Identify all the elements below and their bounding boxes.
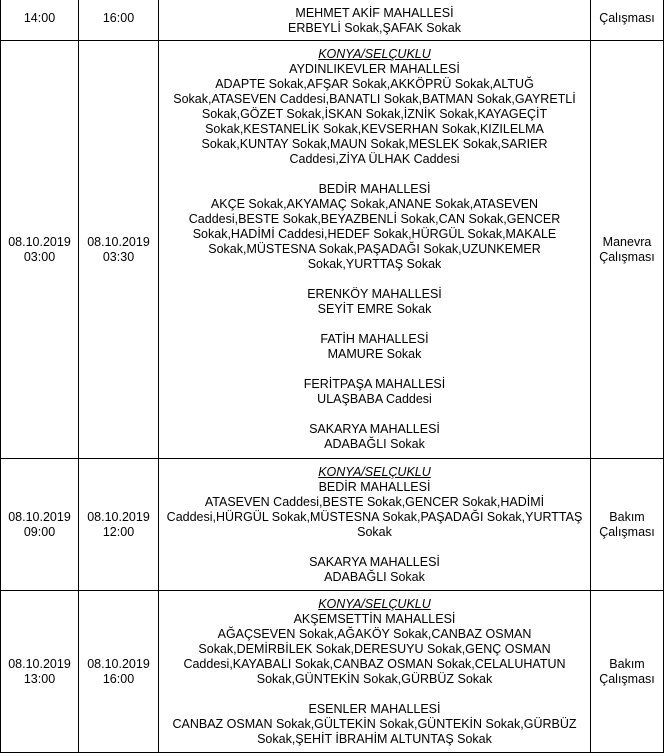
reason-cell [591,591,664,753]
affected-areas-cell [159,0,591,41]
table-row [1,0,664,41]
end-date: 08.10.2019 [87,234,150,249]
street-line: Sokak,KUNTAY Sokak,MAUN Sokak,MESLEK Sokak,SARIER [201,137,548,151]
start-time: 13:00 [23,671,56,686]
region-label: KONYA/SELÇUKLU [318,47,431,61]
street-line: Sokak,MÜSTESNA Sokak,PAŞADAĞI Sokak,UZUNKEMER [208,242,541,256]
start-time: 03:00 [23,249,56,264]
street-line: Sokak [357,524,392,539]
neighborhood-name: ERENKÖY MAHALLESİ [307,287,442,301]
start-datetime-cell [1,0,79,41]
start-datetime-cell [1,591,79,753]
neighborhood-name: MEHMET AKİF MAHALLESİ [295,6,454,20]
street-line: ERBEYLİ Sokak,ŞAFAK Sokak [288,21,461,35]
table-row [1,459,664,591]
reason-text: Bakım Çalışması [599,509,655,539]
neighborhood-name: BEDİR MAHALLESİ [318,479,431,494]
end-datetime-cell [79,591,159,753]
neighborhood-name: FATİH MAHALLESİ [320,332,429,346]
affected-areas-cell [159,459,591,591]
start-date: 08.10.2019 [8,234,71,249]
neighborhood-name: SAKARYA MAHALLESİ [309,554,440,569]
region-label: KONYA/SELÇUKLU [318,464,431,479]
end-time: 16:00 [102,671,135,686]
start-date: 08.10.2019 [8,509,71,524]
end-datetime-cell [79,41,159,459]
reason-cell [591,459,664,591]
start-datetime-cell [1,459,79,591]
end-date: 08.10.2019 [87,656,150,671]
reason-cell [591,41,664,459]
street-line: Sokak,GÜNTEKİN Sokak,GÜRBÜZ Sokak [256,671,493,686]
affected-areas-cell [159,41,591,459]
reason-text: Bakım Çalışması [599,656,655,686]
street-line: ADABAĞLI Sokak [324,437,425,451]
street-line: Sokak,HADİMİ Caddesi,HEDEF Sokak,HÜRGÜL Sokak,MAKALE [192,227,557,241]
street-line: CANBAZ OSMAN Sokak,GÜLTEKİN Sokak,GÜNTEKİN Sokak,GÜRBÜZ [172,716,577,731]
neighborhood-name: SAKARYA MAHALLESİ [309,422,440,436]
street-line: Caddesi,HÜRGÜL Sokak,MÜSTESNA Sokak,PAŞADAĞI Sokak,YURTTAŞ [166,509,583,524]
street-line: Sokak,DEMİRBİLEK Sokak,DERESUYU Sokak,GENÇ OSMAN [198,641,551,656]
street-line: Sokak,ŞEHİT İBRAHİM ALTUNTAŞ Sokak [257,731,492,746]
start-datetime-cell [1,41,79,459]
street-line: Sokak,ATASEVEN Caddesi,BANATLI Sokak,BATMAN Sokak,GAYRETLİ [173,92,576,106]
end-datetime-cell [79,0,159,41]
street-line: Caddesi,ZİYA ÜLHAK Caddesi [289,152,460,166]
street-line: ADAPTE Sokak,AFŞAR Sokak,AKKÖPRÜ Sokak,ALTUĞ [215,77,534,91]
table-row [1,41,664,459]
affected-areas-cell [159,591,591,753]
street-line: SEYİT EMRE Sokak [317,302,432,316]
street-line: Caddesi,BESTE Sokak,BEYAZBENLİ Sokak,CAN Sokak,GENCER [188,212,561,226]
neighborhood-name: ESENLER MAHALLESİ [308,701,441,716]
street-line: ADABAĞLI Sokak [324,569,425,584]
reason-text: Manevra Çalışması [599,234,655,264]
reason-cell [591,0,664,41]
table-row [1,591,664,753]
start-time: 09:00 [23,524,56,539]
street-line: ULAŞBABA Caddesi [317,392,432,406]
end-time: 16:00 [102,11,135,25]
end-date: 08.10.2019 [87,509,150,524]
end-time: 03:30 [102,249,135,264]
start-date: 08.10.2019 [8,656,71,671]
street-line: Sokak,KESTANELİK Sokak,KEVSERHAN Sokak,KIZILELMA [205,122,544,136]
street-line: Caddesi,KAYABALI Sokak,CANBAZ OSMAN Sokak,CELALUHATUN [183,656,566,671]
neighborhood-name: AYDINLIKEVLER MAHALLESİ [289,62,460,76]
street-line: MAMURE Sokak [327,347,422,361]
end-time: 12:00 [102,524,135,539]
street-line: AKÇE Sokak,AKYAMAÇ Sokak,ANANE Sokak,ATASEVEN [210,197,539,211]
reason-text: Çalışması [599,11,655,25]
neighborhood-name: AKŞEMSETTİN MAHALLESİ [293,611,456,626]
region-label: KONYA/SELÇUKLU [318,596,431,611]
street-line: Sokak,GÖZET Sokak,İSKAN Sokak,İZNİK Sokak,KAYAGEÇİT [201,107,548,121]
street-line: Sokak,YURTTAŞ Sokak [307,257,442,271]
neighborhood-name: BEDİR MAHALLESİ [318,182,431,196]
neighborhood-name: FERİTPAŞA MAHALLESİ [303,377,446,391]
street-line: ATASEVEN Caddesi,BESTE Sokak,GENCER Sokak,HADİMİ [204,494,545,509]
end-datetime-cell [79,459,159,591]
start-time: 14:00 [23,11,56,25]
street-line: AĞAÇSEVEN Sokak,AĞAKÖY Sokak,CANBAZ OSMAN [217,626,532,641]
